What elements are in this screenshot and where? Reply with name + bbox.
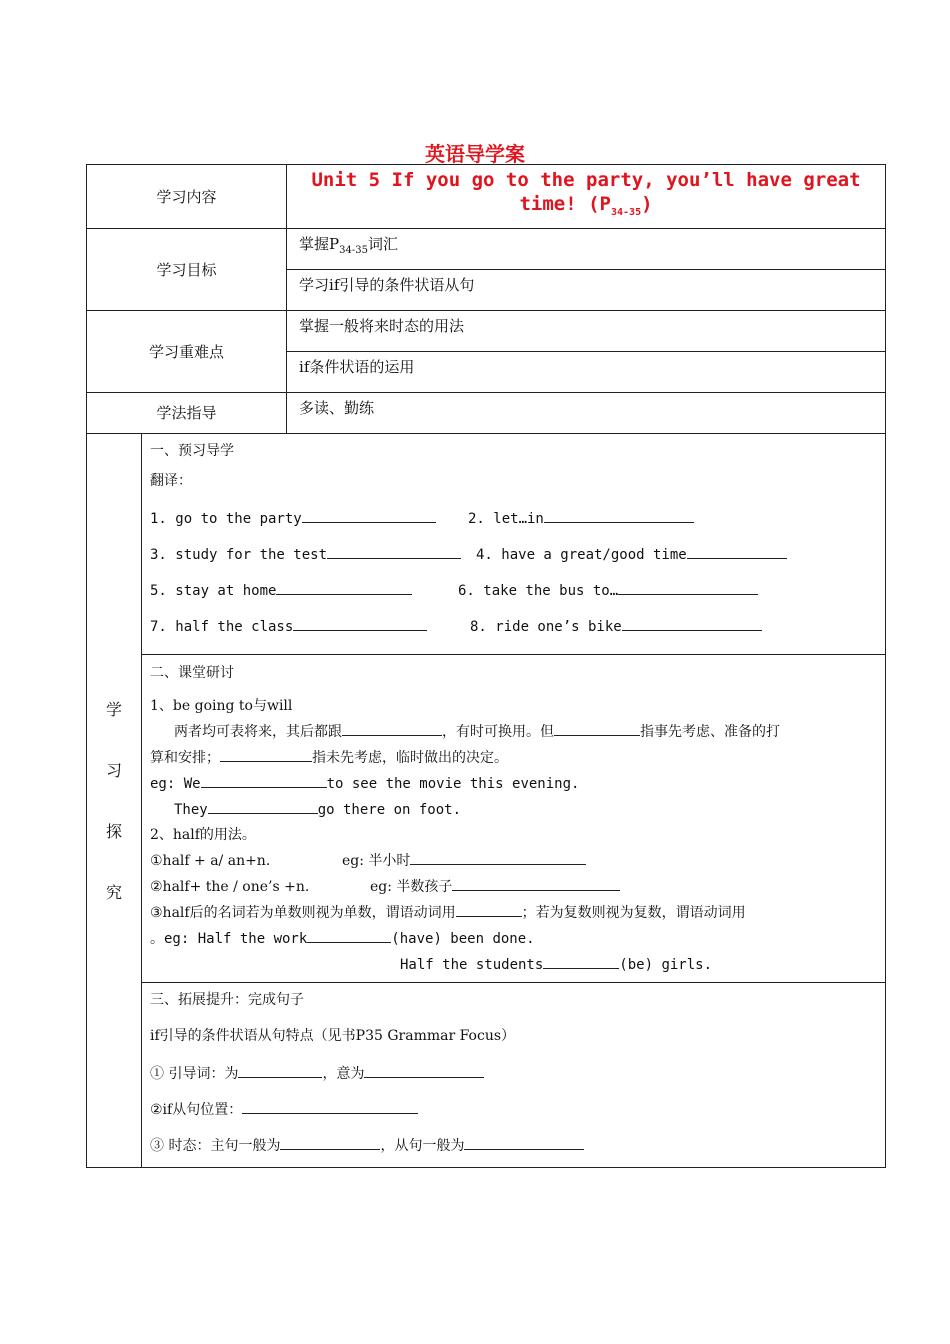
translate-item-6: 6. take the bus to… xyxy=(458,582,619,599)
half-usage-3: ③half后的名词若为单数则视为单数，谓语动词用 ；若为复数则视为复数，谓语动词用 xyxy=(150,900,877,926)
answer-blank[interactable] xyxy=(342,719,442,736)
extension-section xyxy=(142,982,886,1167)
answer-blank[interactable] xyxy=(302,506,436,523)
half-example-1: 。eg: Half the work (have) been done. xyxy=(150,926,877,952)
explore-label: 学 习 探 究 xyxy=(87,433,142,1167)
if-clause-intro: if引导的条件状语从句特点（见书P35 Grammar Focus） xyxy=(150,1027,516,1044)
goal-2: 学习if引导的条件状语从句 xyxy=(287,269,886,310)
answer-blank[interactable] xyxy=(208,797,318,814)
answer-blank[interactable] xyxy=(364,1061,484,1078)
point-1-line-3: 算和安排； 指未先考虑，临时做出的决定。 xyxy=(150,745,877,771)
half-usage-1: ①half + a/ an+n. eg: 半小时 xyxy=(150,848,877,874)
example-2: They go there on foot. xyxy=(150,797,877,823)
page-title: 英语导学案 xyxy=(425,142,525,166)
point-2-title: 2、half的用法。 xyxy=(150,826,256,843)
translate-item-8: 8. ride one’s bike xyxy=(470,618,622,635)
if-position: ②if从句位置： xyxy=(150,1097,877,1133)
preview-section xyxy=(142,433,886,654)
answer-blank[interactable] xyxy=(618,578,758,595)
answer-blank[interactable] xyxy=(276,578,412,595)
answer-blank[interactable] xyxy=(544,506,694,523)
translate-item-1: 1. go to the party xyxy=(150,510,302,527)
translate-item-4: 4. have a great/good time xyxy=(476,546,687,563)
answer-blank[interactable] xyxy=(242,1097,418,1114)
key-label: 学习重难点 xyxy=(87,310,287,392)
content-label: 学习内容 xyxy=(87,165,287,229)
example-1: eg: We to see the movie this evening. xyxy=(150,771,877,797)
section-1-heading: 一、预习导学 xyxy=(150,442,234,459)
translate-label: 翻译： xyxy=(150,472,192,489)
answer-blank[interactable] xyxy=(220,745,312,762)
key-point-1: 掌握一般将来时态的用法 xyxy=(287,310,886,351)
if-conjunction: ① 引导词：为 ，意为 xyxy=(150,1061,877,1097)
point-1-line-2: 两者均可表将来，其后都跟 ，有时可换用。但 指事先考虑、准备的打 xyxy=(150,719,877,745)
section-2-heading: 二、课堂研讨 xyxy=(150,664,234,681)
answer-blank[interactable] xyxy=(452,874,620,891)
translate-item-2: 2. let…in xyxy=(468,510,544,527)
unit-line-1: Unit 5 If you go to the party, you’ll have great xyxy=(311,169,861,191)
half-usage-2: ②half+ the / one’s +n. eg: 半数孩子 xyxy=(150,874,877,900)
answer-blank[interactable] xyxy=(307,926,391,943)
key-point-2: if条件状语的运用 xyxy=(287,351,886,392)
goal-1: 掌握$P_{34-35}$词汇 xyxy=(287,228,886,269)
translate-item-5: 5. stay at home xyxy=(150,582,277,599)
answer-blank[interactable] xyxy=(327,542,461,559)
answer-blank[interactable] xyxy=(456,900,522,917)
unit-title xyxy=(287,165,886,229)
study-guide-table xyxy=(86,164,886,1168)
answer-blank[interactable] xyxy=(554,719,640,736)
answer-blank[interactable] xyxy=(464,1133,584,1150)
translate-item-3: 3. study for the test xyxy=(150,546,328,563)
answer-blank[interactable] xyxy=(687,542,787,559)
method-label: 学法指导 xyxy=(87,392,287,433)
answer-blank[interactable] xyxy=(410,848,586,865)
classroom-section xyxy=(142,654,886,982)
section-3-heading: 三、拓展提升：完成句子 xyxy=(150,991,304,1008)
point-1-title: 1、be going to与will xyxy=(150,697,293,714)
unit-line-2: time! $(P_{34-35})$ xyxy=(519,193,653,218)
goals-label: 学习目标 xyxy=(87,228,287,310)
answer-blank[interactable] xyxy=(280,1133,380,1150)
answer-blank[interactable] xyxy=(238,1061,322,1078)
method-text: 多读、勤练 xyxy=(287,392,886,433)
answer-blank[interactable] xyxy=(201,771,327,788)
translate-item-7: 7. half the class xyxy=(150,618,294,635)
if-tense: ③ 时态：主句一般为 ，从句一般为 xyxy=(150,1133,877,1163)
answer-blank[interactable] xyxy=(293,614,427,631)
answer-blank[interactable] xyxy=(543,952,619,969)
answer-blank[interactable] xyxy=(622,614,762,631)
half-example-2: Half the students (be) girls. xyxy=(150,952,877,978)
